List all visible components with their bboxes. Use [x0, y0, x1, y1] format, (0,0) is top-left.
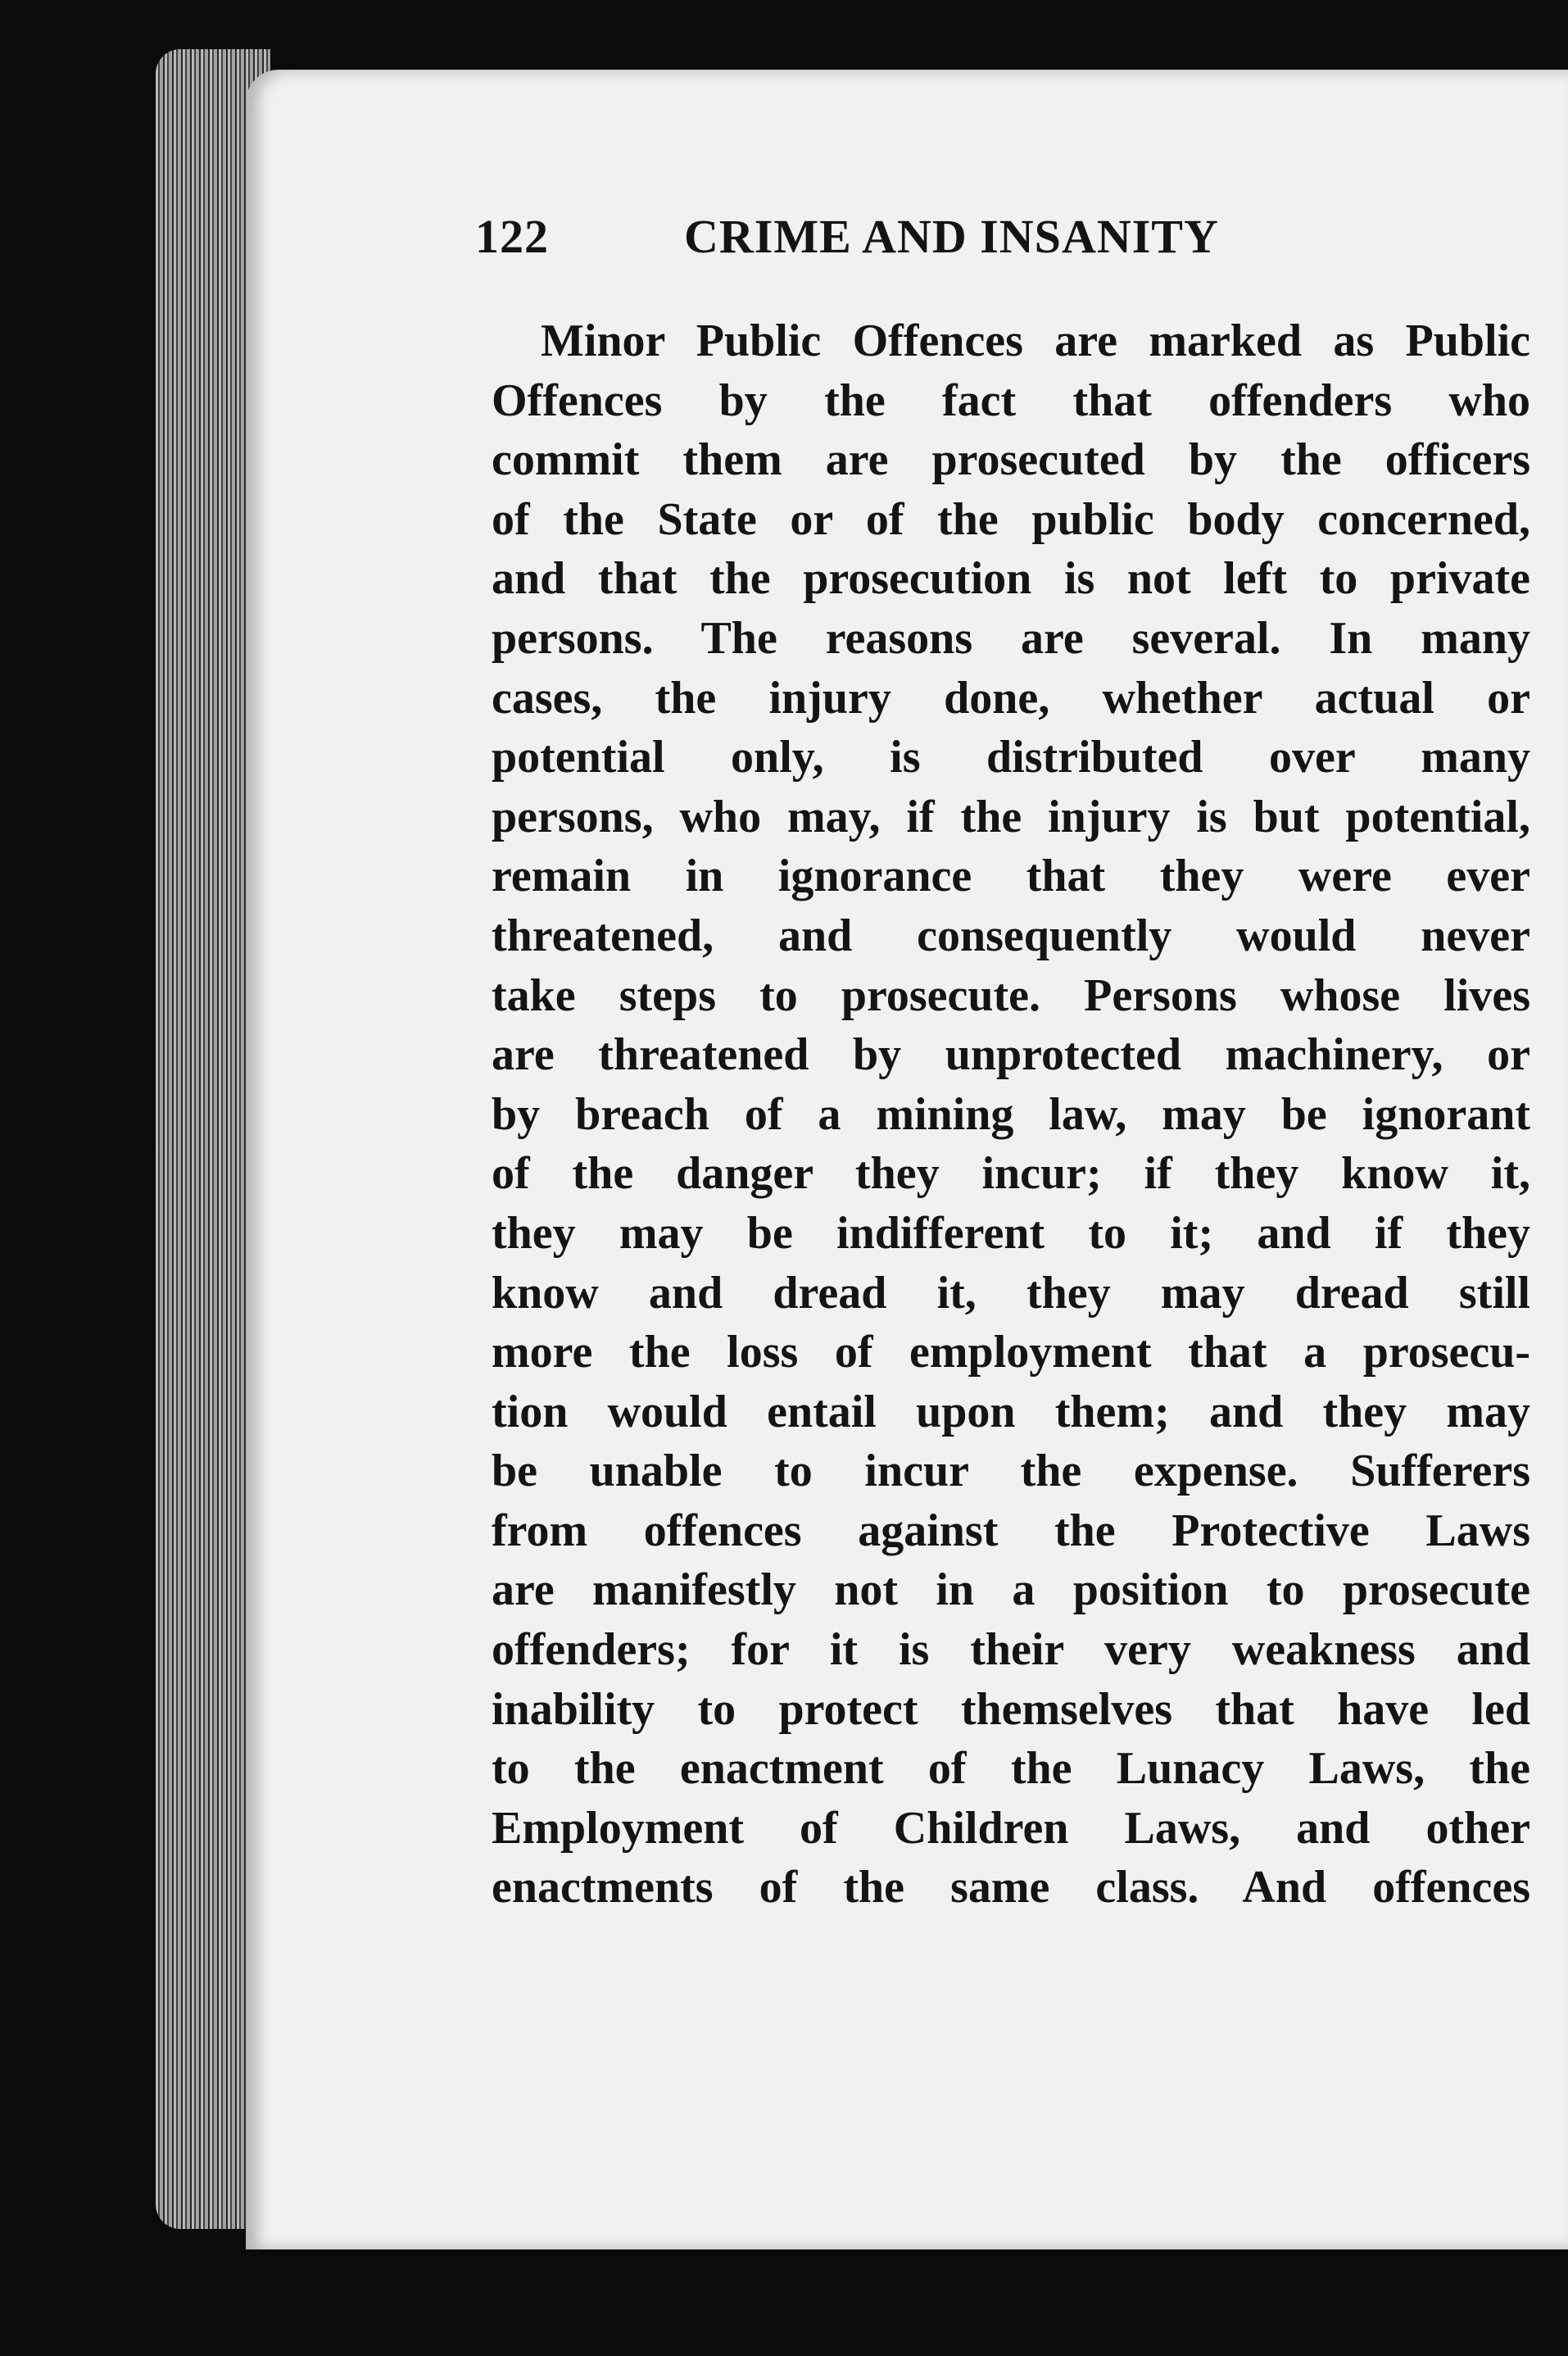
- text-line: to the enactment of the Lunacy Laws, the: [492, 1743, 1530, 1795]
- text-line: threatened, and consequently would never: [492, 910, 1530, 961]
- text-line: cases, the injury done, whether actual or: [492, 672, 1530, 724]
- text-line: persons. The reasons are several. In many: [492, 612, 1530, 664]
- text-line: Offences by the fact that offenders who: [492, 375, 1530, 426]
- text-line: be unable to incur the expense. Sufferers: [492, 1446, 1530, 1497]
- text-line: tion would entail upon them; and they may: [492, 1386, 1530, 1437]
- text-line: by breach of a mining law, may be ignorant: [492, 1088, 1530, 1140]
- running-head: [475, 209, 1311, 266]
- text-line: remain in ignorance that they were ever: [492, 851, 1530, 902]
- text-line: more the loss of employment that a prosecu-: [492, 1327, 1530, 1378]
- text-line: persons, who may, if the injury is but potential,: [492, 791, 1530, 842]
- text-line: and that the prosecution is not left to private: [492, 553, 1530, 605]
- text-line: of the State or of the public body concerned,: [492, 493, 1530, 545]
- text-line: know and dread it, they may dread still: [492, 1267, 1530, 1319]
- body-paragraph: [492, 311, 1530, 1918]
- text-line: Employment of Children Laws, and other: [492, 1802, 1530, 1854]
- text-line: potential only, is distributed over many: [492, 732, 1530, 783]
- text-line: from offences against the Protective Laws: [492, 1505, 1530, 1556]
- page-bottom-shadow: [246, 2249, 1568, 2356]
- page-number: 122: [475, 210, 549, 263]
- text-line: they may be indifferent to it; and if they: [492, 1207, 1530, 1259]
- text-line: offenders; for it is their very weakness and: [492, 1624, 1530, 1676]
- text-line: commit them are prosecuted by the officers: [492, 434, 1530, 486]
- text-line: are manifestly not in a position to prosecute: [492, 1564, 1530, 1616]
- text-line: are threatened by unprotected machinery, or: [492, 1029, 1530, 1081]
- text-line: Minor Public Offences are marked as Public: [541, 315, 1530, 366]
- text-line: enactments of the same class. And offences: [492, 1862, 1530, 1913]
- text-line: inability to protect themselves that have led: [492, 1683, 1530, 1735]
- text-line: take steps to prosecute. Persons whose lives: [492, 969, 1530, 1021]
- running-title: CRIME AND INSANITY: [684, 210, 1219, 263]
- text-line: of the danger they incur; if they know it,: [492, 1148, 1530, 1200]
